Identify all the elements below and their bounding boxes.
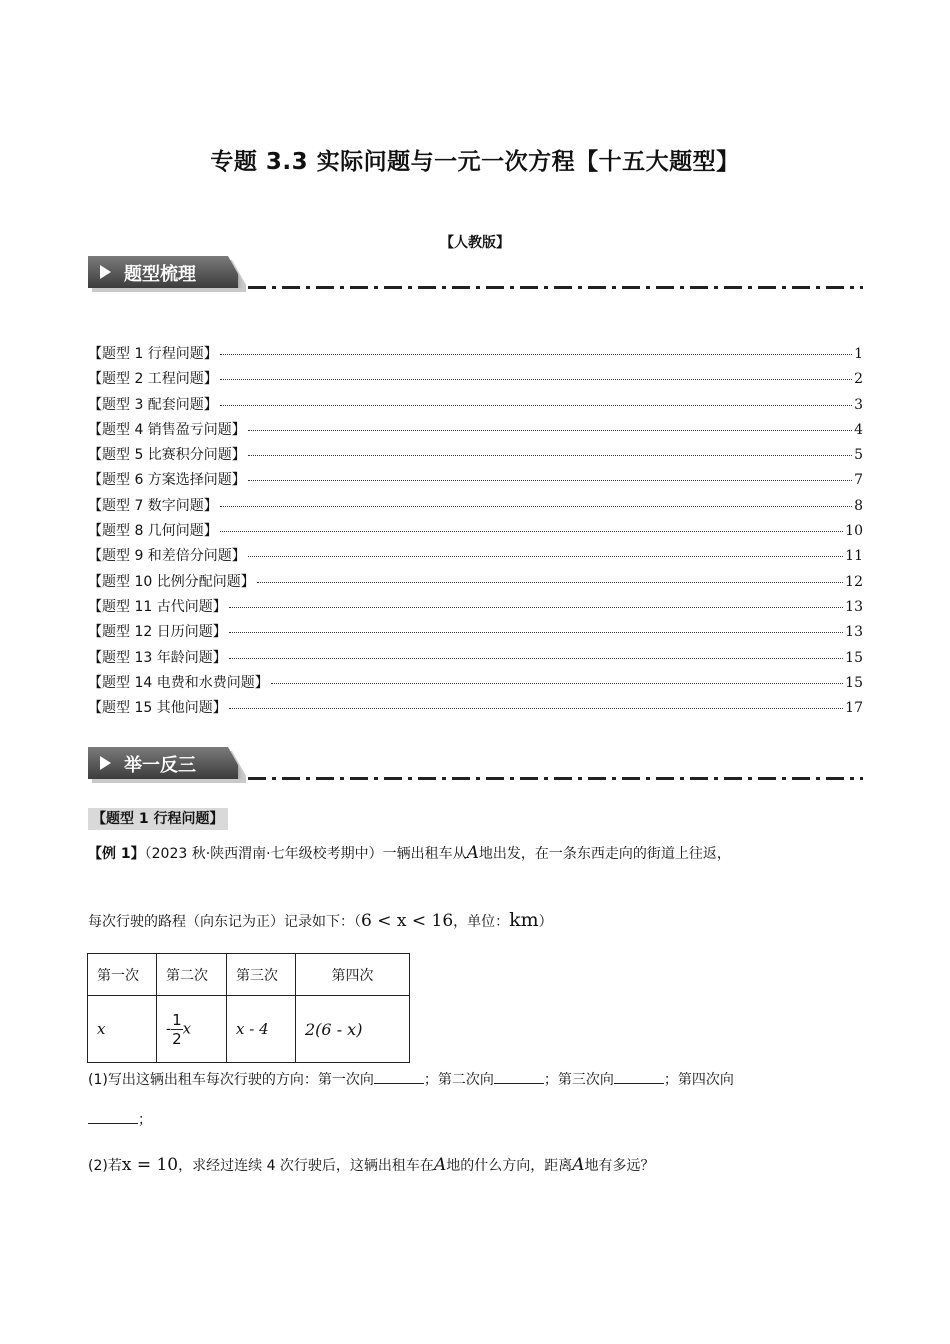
toc-item[interactable]: [88, 596, 863, 621]
table-header-cell: 第四次: [296, 954, 410, 996]
unit-km: km: [509, 909, 539, 931]
table-row: [88, 996, 410, 1063]
section-heading: 【题型 1 行程问题】: [88, 808, 228, 830]
toc-banner: [88, 256, 863, 292]
example-line-2: 每次行驶的路程（向东记为正）记录如下：（6 < x < 16，单位：km）: [88, 909, 553, 931]
toc-item[interactable]: [88, 495, 863, 520]
table-header-row: [88, 954, 410, 996]
toc-item[interactable]: [88, 520, 863, 545]
toc-item-label: 【题型 10 比例分配问题】: [88, 573, 255, 590]
var-a: A: [466, 843, 479, 863]
toc-item-page: 3: [854, 396, 863, 413]
toc-item-label: 【题型 9 和差倍分问题】: [88, 548, 246, 565]
toc-item[interactable]: [88, 394, 863, 419]
table-cell: - $\frac{1}{2}$ x: [157, 996, 227, 1063]
toc-item[interactable]: [88, 545, 863, 570]
toc-item-page: 10: [845, 523, 863, 540]
toc-item[interactable]: [88, 647, 863, 672]
toc-item-page: 1: [854, 346, 863, 362]
x-equals-10: x = 10: [121, 1155, 179, 1175]
examples-banner: [88, 747, 863, 783]
toc-item[interactable]: [88, 368, 863, 393]
toc-item-label: 【题型 6 方案选择问题】: [88, 472, 246, 489]
examples-banner-label: 举一反三: [124, 755, 196, 776]
toc-item[interactable]: [88, 697, 863, 722]
toc-item-page: 17: [845, 700, 863, 717]
question-1: (1)写出这辆出租车每次行驶的方向：第一次向 ；第二次向 ；第三次向 ；第四次向: [88, 1069, 868, 1089]
toc-item-label: 【题型 3 配套问题】: [88, 396, 218, 413]
table-cell: 2(6 - x): [296, 996, 410, 1063]
toc-item-page: 2: [854, 371, 863, 388]
toc-item[interactable]: [88, 469, 863, 494]
toc-item[interactable]: [88, 444, 863, 469]
toc-item[interactable]: [88, 621, 863, 646]
trip-record-table: [87, 953, 410, 1063]
toc-item-label: 【题型 8 几何问题】: [88, 523, 218, 540]
example-intro: 【例 1】（2023 秋·陕西渭南·七年级校考期中）一辆出租车从A地出发，在一条东西走向的街道上往返，: [88, 843, 731, 863]
toc-item-label: 【题型 1 行程问题】: [88, 346, 218, 362]
toc-item-page: 12: [845, 573, 863, 590]
toc-item-page: 5: [854, 447, 863, 464]
toc-item-label: 【题型 7 数字问题】: [88, 497, 218, 514]
question-2: (2)若x = 10，求经过连续 4 次行驶后，这辆出租车在A地的什么方向，距离A地有多远？: [88, 1155, 655, 1175]
answer-blank[interactable]: [374, 1069, 424, 1084]
toc-item-page: 8: [854, 497, 863, 514]
toc-item[interactable]: [88, 672, 863, 697]
toc-item-page: 4: [854, 421, 863, 438]
toc-item-page: 15: [845, 649, 863, 666]
toc-item-page: 7: [854, 472, 863, 489]
dash-divider: [248, 286, 863, 289]
table-header-cell: 第一次: [88, 954, 157, 996]
toc-item-page: 13: [845, 598, 863, 615]
toc-item-label: 【题型 15 其他问题】: [88, 700, 227, 717]
toc-item[interactable]: [88, 419, 863, 444]
toc-item-label: 【题型 2 工程问题】: [88, 371, 218, 388]
toc-item-page: 15: [845, 674, 863, 691]
toc-item-label: 【题型 12 日历问题】: [88, 624, 227, 641]
range-expression: 6 < x < 16: [361, 911, 454, 931]
play-icon: [100, 265, 111, 279]
answer-blank[interactable]: [494, 1069, 544, 1084]
toc-banner-label: 题型梳理: [124, 264, 196, 285]
fraction: $\frac{1}{2}$: [172, 1010, 182, 1048]
table-header-cell: 第三次: [227, 954, 296, 996]
toc-item-label: 【题型 14 电费和水费问题】: [88, 674, 269, 691]
table-of-contents: [88, 343, 863, 722]
toc-item[interactable]: [88, 571, 863, 596]
document-title: 专题 3.3 实际问题与一元一次方程【十五大题型】: [210, 149, 740, 175]
toc-item-label: 【题型 4 销售盈亏问题】: [88, 421, 246, 438]
toc-item-label: 【题型 11 古代问题】: [88, 598, 227, 615]
toc-item-label: 【题型 5 比赛积分问题】: [88, 447, 246, 464]
toc-item-page: 11: [845, 548, 863, 565]
question-1-cont: ；: [88, 1109, 868, 1129]
play-icon: [100, 756, 111, 770]
answer-blank[interactable]: [88, 1109, 138, 1124]
answer-blank[interactable]: [614, 1069, 664, 1084]
edition-label: 【人教版】: [440, 235, 510, 251]
toc-item-page: 13: [845, 624, 863, 641]
dash-divider: [248, 777, 863, 780]
table-header-cell: 第二次: [157, 954, 227, 996]
table-cell: x - 4: [227, 996, 296, 1063]
toc-item[interactable]: [88, 343, 863, 368]
table-cell: x: [88, 996, 157, 1063]
toc-item-label: 【题型 13 年龄问题】: [88, 649, 227, 666]
example-tag: 【例 1】: [88, 846, 145, 862]
